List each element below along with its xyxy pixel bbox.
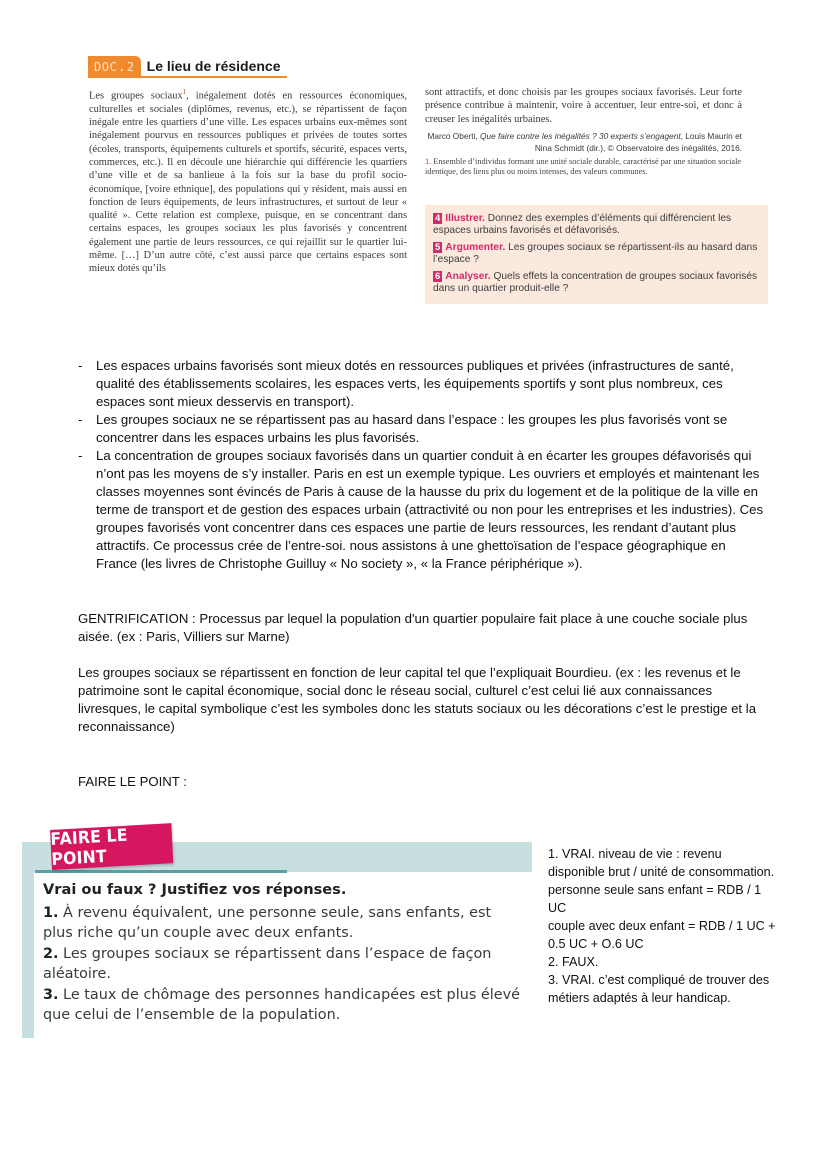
true-false-item [43,903,523,944]
bullet-item [78,411,768,447]
faire-le-point-heading: Vrai ou faux ? Justifiez vos réponses. [43,881,347,898]
question-text: Donnez des exemples d’éléments qui différencient les espaces urbains favorisés et défavorisés. [433,213,732,237]
question-item [433,271,760,296]
faire-le-point-body [43,880,523,1026]
question-verb: Argumenter. [445,241,506,253]
questions-box [425,205,768,304]
doc-text-left-body: , inégalement dotés en ressources économiques, culturelles et sociales (diplômes, revenus, etc.), se répartissent de façon inégale entre les quartiers d’une ville. Les espaces urbains eux-mêmes sont inégalement pourvus en ressources publiques et privées de toutes sortes (écoles, transports, équipements culturels et sportifs, sécurité, espaces verts, commerces, etc.). Il en découle une hiérarchie qui différencie les quartiers d’une ville et de sa banlieue à la fois sur la base du profil socio-économique, [voire ethnique], des populations qui y résident, mais aussi en fonction de leurs équipements, de leurs infrastructures, et surtout de leur « qualité ». Cette relation est complexe, puisque, en se concentrant dans certains espaces, les groupes sociaux les plus favorisés y concentrent également une partie de leurs ressources, ce qui rejaillit sur le quartier lui-même. […] D’un autre côté, c’est aussi parce que certains espaces sont mieux dotés qu’ils [89,90,407,275]
doc-header [88,56,287,78]
citation [425,130,742,154]
question-item [433,213,760,238]
faire-le-point-tag: FAIRE LE POINT [50,823,173,870]
bullet-item [78,447,768,573]
item-number: 1. [43,904,59,921]
faire-le-point-label: FAIRE LE POINT : [78,774,187,789]
gentrification-definition: GENTRIFICATION : Processus par lequel la population d'un quartier populaire fait place à une couche sociale plus aisée. (ex : Paris, Villiers sur Marne) [78,611,748,644]
footnote-text: Ensemble d’individus formant une unité sociale durable, caractérisé par une situation sociale identique, des liens plus ou moins intenses, des valeurs communes. [425,156,742,176]
faire-le-point-side-bar [22,872,34,1038]
true-false-item [43,985,523,1026]
true-false-item [43,944,523,985]
bullet-item [78,357,768,411]
answer-line: 2. FAUX. [548,955,599,969]
citation-author: Marco Oberti, [427,130,481,141]
question-text: Les groupes sociaux se répartissent-ils au hasard dans l’espace ? [433,241,758,266]
bullet-dash-icon: - [78,412,83,427]
question-number: 6 [435,270,441,282]
answers [548,845,778,1007]
notes-bullet-list [78,357,768,573]
doc-badge-dot: . [118,60,126,74]
bullet-dash-icon: - [78,448,83,463]
faire-le-point-band-line [35,870,287,873]
question-verb: Illustrer. [445,213,485,224]
doc-text-right-body: sont attractifs, et donc choisis par les groupes sociaux favorisés. Leur forte présence contribue à maintenir, voire à accentuer, leur entre-soi, et donc à creuser les inégalités urbaines. [425,87,742,125]
answer-line: personne seule sans enfant = RDB / 1 UC [548,883,762,915]
citation-rest: , Louis Maurin et Nina Schmidt (dir.), © Observatoire des inégalités, 2016. [534,130,742,153]
citation-book: Que faire contre les inégalités ? 30 experts s’engagent [480,130,681,141]
doc-text-right [425,86,742,177]
footnote [425,157,742,177]
doc-text-left [89,86,407,276]
bullet-text: La concentration de groupes sociaux favorisés dans un quartier conduit à en écarter les groupes défavorisés qui n’ont pas les moyens de s’y installer. Paris en est un exemple typique. Les ouvriers et employés et maintenant les classes moyennes sont évincés de Paris à cause de la hausse du prix du logement et de la politique de la ville en terme de transport et de gestion des espaces urbain (attractivité ou non pour les entreprises et les industries). Ces groupes favorisés vont concentrer dans ces espaces une partie de leurs ressources, les rendant d’autant plus attractifs. Ce processus crée de l’entre-soi. nous assistons à une ghettoïsation de l’espace géographique en France (les livres de Christophe Guilluy « No society », « la France périphérique »). [96,448,764,571]
question-number: 5 [435,241,441,253]
question-text: Quels effets la concentration de groupes sociaux favorisés dans un quartier produit-elle ? [433,270,758,295]
bourdieu-paragraph: Les groupes sociaux se répartissent en fonction de leur capital tel que l’expliquait Bourdieu. (ex : les revenus et le patrimoine sont le capital économique, social donc le réseau social, culturel c’est celui lié aux connaissances livresques, le capital symbolique c’est les symboles donc les statuts sociaux ou les décorations c’est le prestige et la reconnaissance) [78,665,757,734]
bullet-dash-icon: - [78,358,83,373]
item-text: Les groupes sociaux se répartissent dans l’espace de façon aléatoire. [43,945,492,982]
question-number: 4 [435,213,441,224]
doc-badge [88,56,141,78]
item-number: 2. [43,945,59,962]
answer-line: 3. VRAI. c’est compliqué de trouver des métiers adaptés à leur handicap. [548,973,770,1005]
doc-badge-prefix: DOC [94,60,118,74]
bullet-text: Les espaces urbains favorisés sont mieux dotés en ressources publiques et privées (infrastructures de santé, qualité des établissements scolaires, les espaces verts, les équipements sportifs y sont plus nombreux, ces espaces sont mieux desservis en transport). [96,358,734,409]
question-verb: Analyser. [445,270,491,282]
footnote-marker: 1 [182,88,187,96]
item-number: 3. [43,986,59,1003]
item-text: Le taux de chômage des personnes handicapées est plus élevé que celui de l’ensemble de la population. [43,986,520,1023]
answer-line: 1. VRAI. niveau de vie : revenu disponible brut / unité de consommation. [548,847,775,879]
item-text: À revenu équivalent, une personne seule, sans enfants, est plus riche qu’un couple avec deux enfants. [43,904,492,941]
doc-badge-number: 2 [126,60,135,74]
answer-line: couple avec deux enfant = RDB / 1 UC + 0.5 UC + O.6 UC [548,919,776,951]
question-item [433,242,760,267]
doc-title: Le lieu de résidence [141,56,287,78]
doc-text-left-start: Les groupes sociaux [89,90,183,102]
bullet-text: Les groupes sociaux ne se répartissent pas au hasard dans l’espace : les groupes les plus favorisés vont se concentrer dans les espaces urbains les plus favorisés. [96,412,728,445]
footnote-number: 1. [425,156,432,166]
